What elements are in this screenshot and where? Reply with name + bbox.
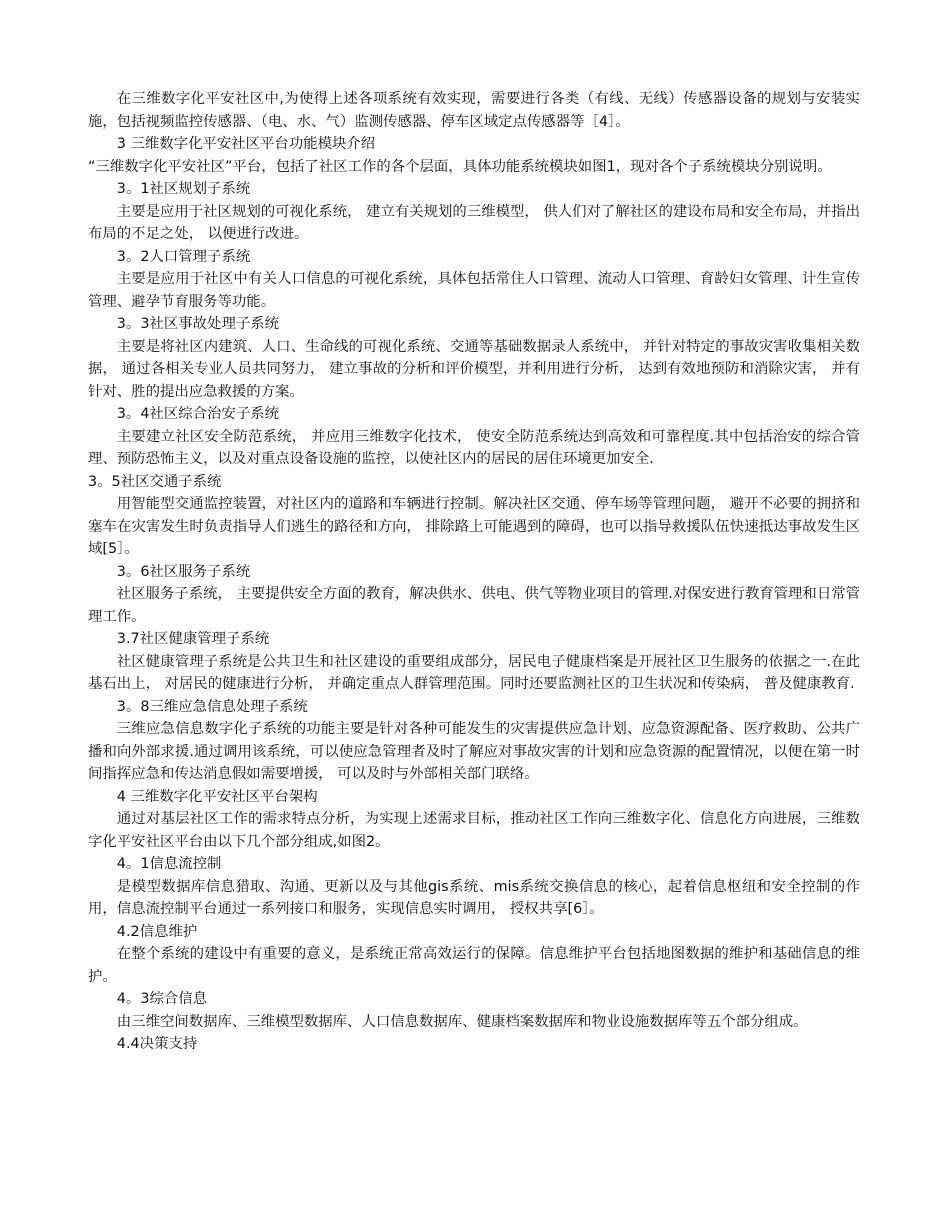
heading-3-5: 3。5社区交通子系统 bbox=[88, 473, 222, 490]
paragraph-population-management: 主要是应用于社区中有关人口信息的可视化系统，具体包括常住人口管理、流动人口管理、育龄妇女管理、计生宣传管理、避孕节育服务等功能。 bbox=[88, 271, 860, 310]
heading-3-3: 3。3社区事故处理子系统 bbox=[116, 316, 280, 332]
document-body bbox=[88, 88, 860, 1056]
paragraph-platform-overview: “三维数字化平安社区”平台，包括了社区工作的各个层面，具体功能系统模块如图1，现对各个子系统模块分别说明。 bbox=[88, 158, 832, 175]
heading-4-3: 4。3综合信息 bbox=[116, 991, 208, 1007]
heading-3-1: 3。1社区规划子系统 bbox=[116, 181, 251, 197]
heading-4-2: 4.2信息维护 bbox=[116, 923, 198, 940]
paragraph-information-maintenance: 在整个系统的建设中有重要的意义，是系统正常高效运行的保障。信息维护平台包括地图数据的维护和基础信息的维护。 bbox=[88, 946, 860, 985]
heading-3-2: 3。2人口管理子系统 bbox=[116, 248, 251, 265]
paragraph-health-management: 社区健康管理子系统是公共卫生和社区建设的重要组成部分，居民电子健康档案是开展社区卫生服务的依据之一.在此基石出上， 对居民的健康进行分析， 并确定重点人群管理范围。同时还要监测社区的卫生状况和传染病， 普及健康教育. bbox=[88, 653, 860, 692]
paragraph-traffic: 用智能型交通监控装置，对社区内的道路和车辆进行控制。解决社区交通、停车场等管理问题， 避开不必要的拥挤和塞车在灾害发生时负责指导人们逃生的路径和方向， 排除路上可能遇到的障碍，也可以指导救援队伍快速抵达事故发生区域[5］。 bbox=[88, 496, 860, 557]
heading-3-4: 3。4社区综合治安子系统 bbox=[116, 406, 280, 422]
paragraph-community-service: 社区服务子系统， 主要提供安全方面的教育，解决供水、供电、供气等物业项目的管理.对保安进行教育管理和日常管理工作。 bbox=[88, 586, 860, 625]
heading-3-6: 3。6社区服务子系统 bbox=[116, 563, 251, 580]
heading-section-3: 3 三维数字化平安社区平台功能模块介绍 bbox=[116, 136, 376, 152]
heading-section-4: 4 三维数字化平安社区平台架构 bbox=[116, 788, 318, 805]
paragraph-sensor-planning: 在三维数字化平安社区中,为使得上述各项系统有效实现，需要进行各类（有线、无线）传感器设备的规划与安装实施，包括视频监控传感器、（电、水、气）监测传感器、停车区域定点传感器等［4］。 bbox=[88, 91, 860, 130]
paragraph-information-flow: 是模型数据库信息猎取、沟通、更新以及与其他gis系统、mis系统交换信息的核心，起着信息枢纽和安全控制的作用，信息流控制平台通过一系列接口和服务，实现信息实时调用， 授权共享[6］。 bbox=[88, 878, 860, 917]
heading-3-8: 3。8三维应急信息处理子系统 bbox=[116, 698, 308, 715]
paragraph-community-planning: 主要是应用于社区规划的可视化系统， 建立有关规划的三维模型， 供人们对了解社区的建设布局和安全布局，并指出布局的不足之处， 以便进行改进。 bbox=[88, 203, 860, 242]
paragraph-accident-handling: 主要是将社区内建筑、人口、生命线的可视化系统、交通等基础数据录人系统中， 并针对特定的事故灾害收集相关数据， 通过各相关专业人员共同努力， 建立事故的分析和评价模型，并利用进行分析， 达到有效地预防和消除灾害， 并有针对、胜的提出应急救援的方案。 bbox=[88, 338, 860, 400]
heading-4-4: 4.4决策支持 bbox=[116, 1036, 198, 1052]
heading-4-1: 4。1信息流控制 bbox=[116, 856, 222, 872]
heading-3-7: 3.7社区健康管理子系统 bbox=[116, 631, 270, 647]
paragraph-integrated-info: 由三维空间数据库、三维模型数据库、人口信息数据库、健康档案数据库和物业设施数据库等五个部分组成。 bbox=[116, 1013, 808, 1030]
paragraph-public-security: 主要建立社区安全防范系统， 并应用三维数字化技术， 使安全防范系统达到高效和可靠程度.其中包括治安的综合管理、预防恐怖主义，以及对重点设备设施的监控，以使社区内的居民的居住环境更加安全. bbox=[88, 428, 860, 467]
paragraph-emergency-info: 三维应急信息数字化子系统的功能主要是针对各种可能发生的灾害提供应急计划、应急资源配备、医疗救助、公共广播和向外部求援.通过调用该系统，可以使应急管理者及时了解应对事故灾害的计划和应急资源的配置情况，以便在第一时间指挥应急和传达消息假如需要增援， 可以及时与外部相关部门联络。 bbox=[88, 721, 860, 782]
paragraph-architecture: 通过对基层社区工作的需求特点分析，为实现上述需求目标，推动社区工作向三维数字化、信息化方向进展，三维数字化平安社区平台由以下几个部分组成,如图2。 bbox=[88, 811, 860, 850]
